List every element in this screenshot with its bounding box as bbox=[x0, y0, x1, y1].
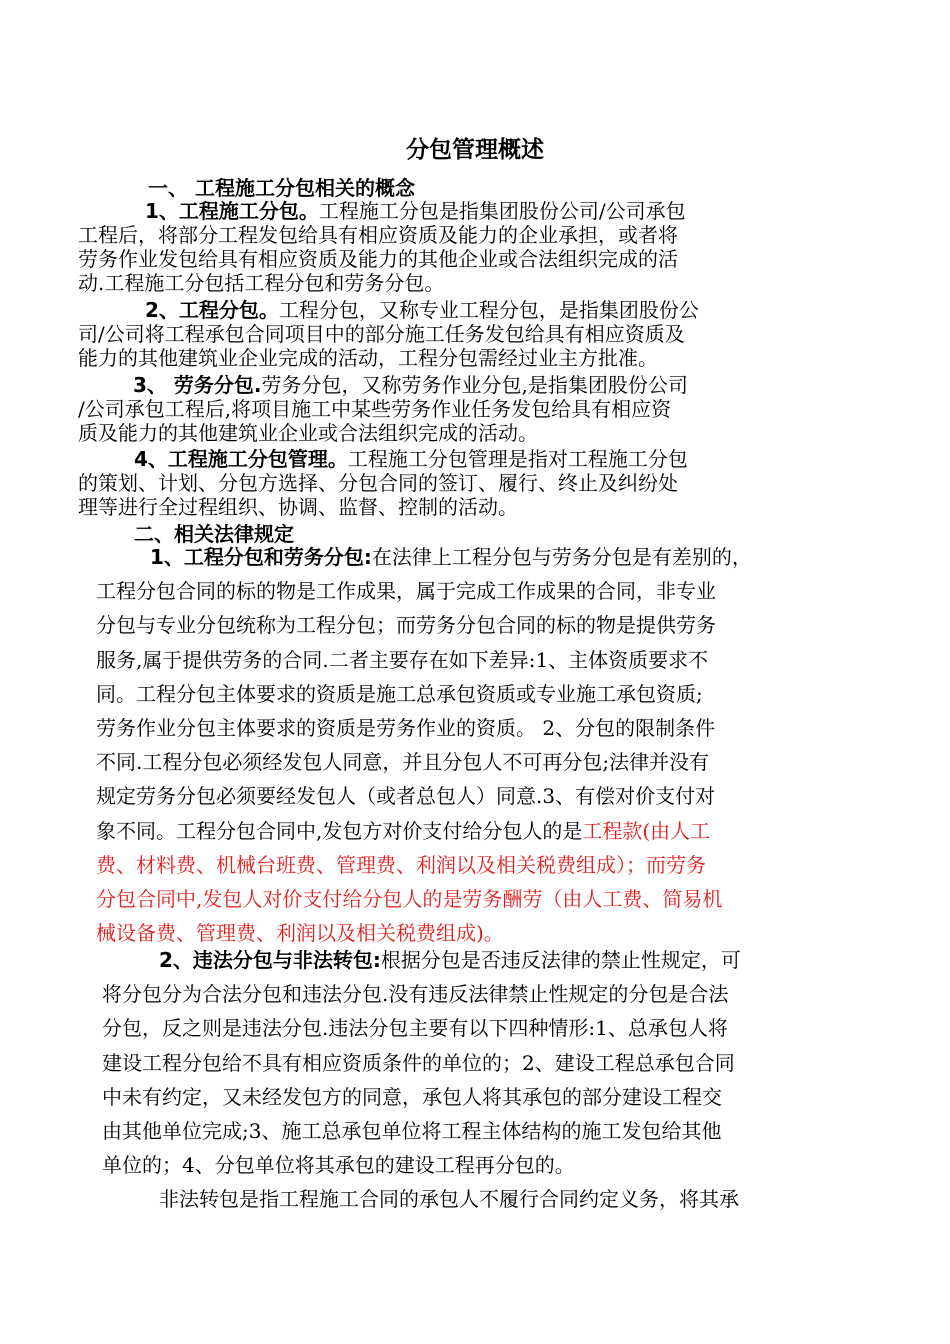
s2-item-2-line: 单位的；4、分包单位将其承包的建设工程再分包的。 bbox=[102, 1153, 575, 1178]
s2-item-2-line: 建设工程分包给不具有相应资质条件的单位的；2、建设工程总承包合同 bbox=[102, 1050, 735, 1075]
highlighted-text: 分包合同中,发包人对价支付给分包人的是劳务酬劳（由人工费、简易机 bbox=[96, 886, 723, 911]
s1-item-4-label: 4、工程施工分包管理。 bbox=[134, 447, 348, 471]
s2-item-1-line: 劳务作业分包主体要求的资质是劳务作业的资质。 2、分包的限制条件 bbox=[96, 715, 716, 740]
s1-item-4-line: 工程施工分包管理是指对工程施工分包 bbox=[347, 447, 688, 471]
s2-item-1 bbox=[96, 540, 752, 950]
s1-item-3-line: /公司承包工程后,将项目施工中某些劳务作业任务发包给具有相应资 bbox=[78, 397, 672, 421]
s1-item-4-line: 的策划、计划、分包方选择、分包合同的签订、履行、终止及纠纷处 bbox=[78, 471, 678, 495]
s1-item-3-line: 劳务分包，又称劳务作业分包,是指集团股份公司 bbox=[261, 373, 688, 397]
s2-item-2-line: 根据分包是否违反法律的禁止性规定，可 bbox=[380, 948, 741, 972]
s1-item-3-label: 3、 劳务分包. bbox=[133, 373, 262, 397]
s1-item-2 bbox=[78, 298, 699, 370]
s1-item-1-line: 动.工程施工分包括工程分包和劳务分包。 bbox=[78, 271, 445, 295]
s1-item-2-line: 司/公司将工程承包合同项目中的部分施工任务发包给具有相应资质及 bbox=[78, 322, 685, 346]
s2-item-1-line: 规定劳务分包必须要经发包人（或者总包人）同意.3、有偿对价支付对 bbox=[96, 784, 716, 809]
s2-item-1-line: 象不同。工程分包合同中,发包方对价支付给分包人的是 bbox=[96, 818, 583, 843]
s2-paragraph: 非法转包是指工程施工合同的承包人不履行合同约定义务，将其承 bbox=[159, 1187, 739, 1212]
s1-item-2-line: 能力的其他建筑业企业完成的活动，工程分包需经过业主方批准。 bbox=[78, 346, 658, 370]
s2-item-2-line: 中未有约定，又未经发包方的同意，承包人将其承包的部分建设工程交 bbox=[102, 1084, 722, 1109]
highlighted-text: 械设备费、管理费、利润以及相关税费组成)。 bbox=[96, 921, 504, 946]
s1-item-2-line: 工程分包，又称专业工程分包，是指集团股份公 bbox=[278, 298, 699, 322]
s2-item-1-line: 在法律上工程分包与劳务分包是有差别的， bbox=[371, 545, 752, 569]
s2-item-1-line: 分包与专业分包统称为工程分包；而劳务分包合同的标的物是提供劳务 bbox=[96, 613, 716, 638]
s1-item-1-line: 劳务作业发包给具有相应资质及能力的其他企业或合法组织完成的活 bbox=[78, 247, 678, 271]
s2-item-1-line: 服务,属于提供劳务的合同.二者主要存在如下差异:1、主体资质要求不 bbox=[96, 647, 709, 672]
s2-item-1-line: 不同.工程分包必须经发包人同意，并且分包人不可再分包;法律并没有 bbox=[96, 750, 710, 775]
highlighted-text: 工程款(由人工 bbox=[582, 818, 711, 843]
s1-item-1-line: 工程施工分包是指集团股份公司/公司承包 bbox=[318, 199, 686, 223]
s1-item-1 bbox=[78, 199, 686, 295]
s1-item-3-line: 质及能力的其他建筑业企业或合法组织完成的活动。 bbox=[78, 421, 538, 445]
s1-item-4-line: 理等进行全过程组织、协调、监督、控制的活动。 bbox=[78, 495, 518, 519]
s2-item-1-line: 工程分包合同的标的物是工作成果，属于完成工作成果的合同，非专业 bbox=[96, 579, 716, 604]
highlighted-text: 费、材料费、机械台班费、管理费、利润以及相关税费组成）；而劳务 bbox=[96, 852, 706, 877]
section-2-heading: 二、相关法律规定 bbox=[134, 522, 294, 546]
s2-item-2-line: 由其他单位完成;3、施工总承包单位将工程主体结构的施工发包给其他 bbox=[102, 1118, 722, 1143]
s1-item-2-label: 2、工程分包。 bbox=[145, 298, 279, 322]
s2-item-2-label: 2、违法分包与非法转包: bbox=[159, 948, 381, 972]
s1-item-1-line: 工程后，将部分工程发包给具有相应资质及能力的企业承担，或者将 bbox=[78, 223, 678, 247]
s1-item-3 bbox=[78, 373, 688, 445]
page-title: 分包管理概述 bbox=[406, 137, 544, 163]
section-1-heading: 一、 工程施工分包相关的概念 bbox=[148, 176, 415, 200]
s2-item-2-line: 将分包分为合法分包和违法分包.没有违反法律禁止性规定的分包是合法 bbox=[102, 982, 729, 1007]
s2-item-1-line: 同。工程分包主体要求的资质是施工总承包资质或专业施工承包资质; bbox=[96, 681, 703, 706]
s2-item-2-line: 分包，反之则是违法分包.违法分包主要有以下四种情形:1、总承包人将 bbox=[102, 1016, 728, 1041]
s1-item-4 bbox=[78, 447, 688, 519]
s2-item-1-label: 1、工程分包和劳务分包: bbox=[150, 545, 372, 569]
s2-item-2 bbox=[102, 943, 741, 1217]
s1-item-1-label: 1、工程施工分包。 bbox=[145, 199, 319, 223]
